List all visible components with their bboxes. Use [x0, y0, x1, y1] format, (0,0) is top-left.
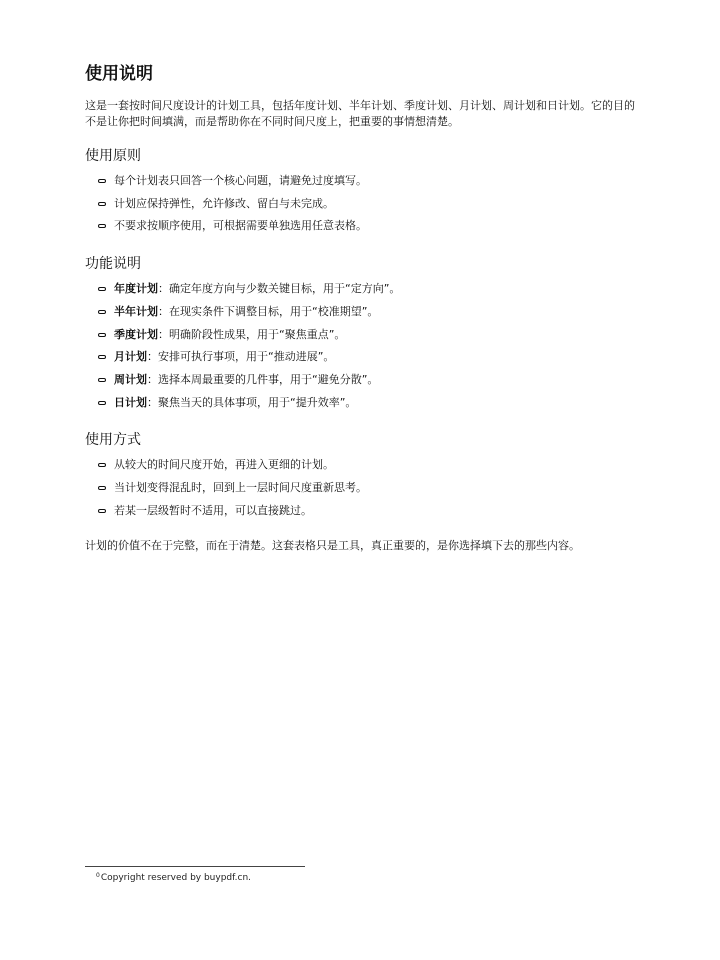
list-item: [98, 369, 645, 392]
list-item-text: 若某一层级暂时不适用，可以直接跳过。: [114, 503, 312, 517]
list-item: [98, 500, 645, 523]
principles-section: [85, 146, 645, 238]
functions-section: [85, 254, 645, 414]
list-item: [98, 392, 645, 415]
bullet-icon: [98, 355, 106, 359]
bullet-icon: [98, 179, 106, 183]
functions-list: [85, 278, 645, 414]
function-term: 日计划: [114, 395, 147, 409]
list-item: [98, 301, 645, 324]
list-item-text: 不要求按顺序使用，可根据需要单独选用任意表格。: [114, 219, 367, 233]
document-body: [85, 62, 645, 554]
list-item: [98, 215, 645, 238]
function-term: 周计划: [114, 372, 147, 386]
bullet-icon: [98, 401, 106, 405]
bullet-icon: [98, 287, 106, 291]
functions-heading: 功能说明: [85, 256, 141, 273]
list-item: [98, 454, 645, 477]
function-description: ：明确阶段性成果，用于“聚焦重点”。: [158, 327, 346, 341]
list-item-text: 计划应保持弹性，允许修改、留白与未完成。: [114, 196, 334, 210]
list-item: [98, 324, 645, 347]
function-description: ：确定年度方向与少数关键目标，用于“定方向”。: [158, 282, 401, 296]
bullet-icon: [98, 509, 106, 513]
list-item: [98, 477, 645, 500]
list-item: [98, 278, 645, 301]
function-term: 季度计划: [114, 327, 158, 341]
function-description: ：选择本周最重要的几件事，用于“避免分散”。: [147, 372, 379, 386]
usage-section: [85, 430, 645, 522]
list-item: [98, 170, 645, 193]
list-item-text: 从较大的时间尺度开始，再进入更细的计划。: [114, 458, 334, 472]
page-title: 使用说明: [85, 64, 153, 84]
bullet-icon: [98, 224, 106, 228]
closing-paragraph: 计划的价值不在于完整，而在于清楚。这套表格只是工具，真正重要的，是你选择填下去的那些内容。: [85, 539, 580, 553]
list-item-text: 当计划变得混乱时，回到上一层时间尺度重新思考。: [114, 481, 367, 495]
list-item: [98, 193, 645, 216]
function-description: ：安排可执行事项，用于“推动进展”。: [147, 350, 335, 364]
intro-paragraph: 这是一套按时间尺度设计的计划工具，包括年度计划、半年计划、季度计划、月计划、周计划和日计划。它的目的不是让你把时间填满，而是帮助你在不同时间尺度上，把重要的事情想清楚。: [85, 99, 635, 128]
principles-list: [85, 170, 645, 238]
bullet-icon: [98, 202, 106, 206]
usage-heading: 使用方式: [85, 432, 141, 449]
footnote-divider: [85, 866, 305, 867]
bullet-icon: [98, 378, 106, 382]
footnote-mark: 0: [96, 872, 100, 879]
bullet-icon: [98, 333, 106, 337]
copyright-text: Copyright reserved by buypdf.cn.: [100, 873, 252, 883]
footnote: [96, 870, 251, 884]
function-term: 年度计划: [114, 282, 158, 296]
principles-heading: 使用原则: [85, 148, 141, 164]
bullet-icon: [98, 463, 106, 467]
list-item-text: 每个计划表只回答一个核心问题，请避免过度填写。: [114, 174, 367, 187]
bullet-icon: [98, 486, 106, 490]
function-description: ：聚焦当天的具体事项，用于“提升效率”。: [147, 395, 357, 409]
bullet-icon: [98, 310, 106, 314]
list-item: [98, 346, 645, 369]
function-term: 月计划: [114, 350, 147, 364]
function-description: ：在现实条件下调整目标，用于“校准期望”。: [158, 304, 379, 318]
function-term: 半年计划: [114, 304, 158, 318]
usage-list: [85, 454, 645, 522]
